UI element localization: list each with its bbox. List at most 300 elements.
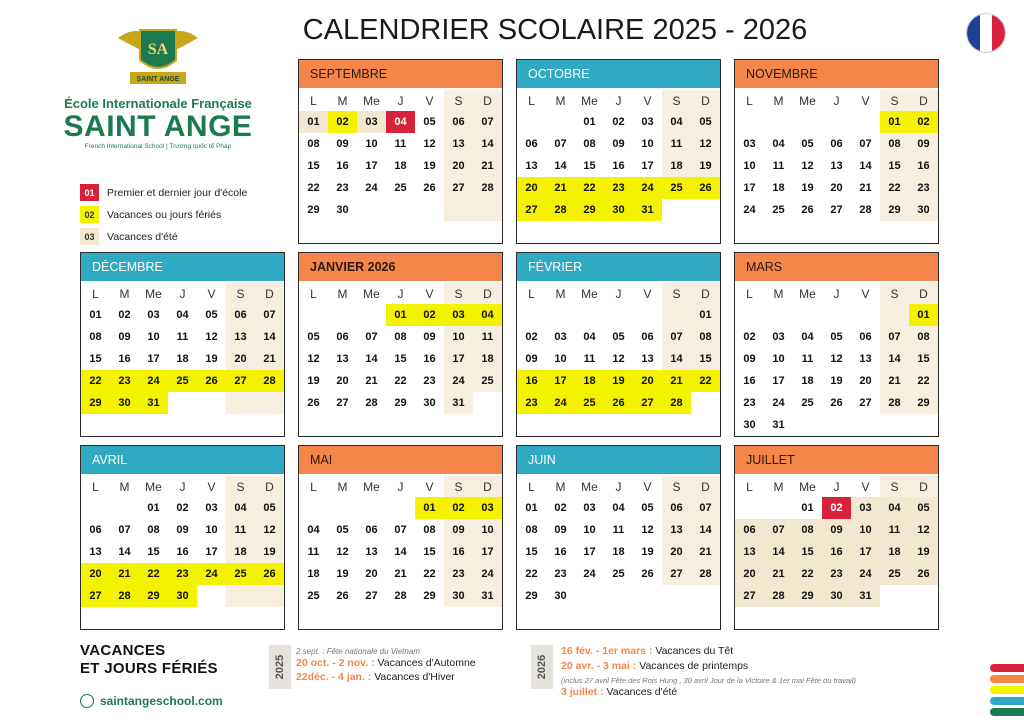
- empty-cell: [299, 497, 328, 519]
- day-cell: 03: [147, 309, 160, 321]
- day-cell: 25: [168, 370, 197, 392]
- day-cell: 04: [662, 111, 691, 133]
- empty-cell: [226, 392, 255, 414]
- weekday-label: Me: [799, 286, 816, 301]
- empty-cell: [691, 392, 720, 414]
- day-cell: 12: [612, 353, 625, 365]
- month-title: DÉCEMBRE: [81, 253, 284, 281]
- day-cell: 05: [336, 524, 349, 536]
- day-cell: 29: [793, 585, 822, 607]
- day-cell: 08: [793, 519, 822, 541]
- day-cell: 22: [909, 370, 938, 392]
- day-cell: 13: [226, 326, 255, 348]
- day-cell: 24: [546, 392, 575, 414]
- empty-cell: [546, 111, 575, 133]
- empty-cell: [81, 497, 110, 519]
- day-cell: 11: [583, 353, 596, 365]
- weekday-label: J: [833, 93, 840, 108]
- day-cell: 25: [612, 568, 625, 580]
- day-cell: 06: [89, 524, 102, 536]
- day-cell: 27: [226, 370, 255, 392]
- day-cell: 06: [525, 138, 538, 150]
- day-cell: 04: [772, 138, 785, 150]
- day-cell: 13: [444, 133, 473, 155]
- day-cell: 22: [307, 182, 320, 194]
- weekday-label: J: [615, 286, 622, 301]
- day-cell: 25: [226, 563, 255, 585]
- weekday-label: V: [207, 286, 216, 301]
- month-title: AVRIL: [81, 446, 284, 474]
- weekday-label: D: [909, 283, 938, 304]
- day-cell: 22: [81, 370, 110, 392]
- month-days: [735, 474, 938, 607]
- weekday-label: L: [310, 93, 317, 108]
- empty-cell: [662, 585, 691, 607]
- day-cell: 16: [336, 160, 349, 172]
- day-cell: 09: [336, 138, 349, 150]
- empty-cell: [735, 111, 764, 133]
- day-cell: 21: [764, 563, 793, 585]
- legend-swatch: 02: [80, 206, 99, 223]
- day-cell: 14: [662, 348, 691, 370]
- day-cell: 26: [423, 182, 436, 194]
- day-cell: 15: [583, 160, 596, 172]
- day-cell: 26: [255, 563, 284, 585]
- month-days: [299, 88, 502, 221]
- month-days: [735, 281, 938, 436]
- day-cell: 01: [89, 309, 102, 321]
- weekday-label: V: [207, 479, 216, 494]
- weekday-label: M: [119, 479, 130, 494]
- empty-cell: [357, 304, 386, 326]
- month-novembre: [734, 59, 939, 244]
- day-cell: 28: [255, 370, 284, 392]
- day-cell: 12: [909, 519, 938, 541]
- weekday-label: M: [119, 286, 130, 301]
- day-cell: 24: [772, 397, 785, 409]
- month-février: [516, 252, 721, 437]
- day-cell: 09: [909, 133, 938, 155]
- day-cell: 06: [859, 331, 872, 343]
- day-cell: 01: [386, 304, 415, 326]
- empty-cell: [880, 585, 909, 607]
- day-cell: 21: [662, 370, 691, 392]
- day-cell: 13: [89, 546, 102, 558]
- day-cell: 10: [743, 160, 756, 172]
- day-cell: 29: [525, 590, 538, 602]
- year-badge-2026: 2026: [531, 645, 553, 689]
- day-cell: 07: [880, 326, 909, 348]
- empty-cell: [386, 497, 415, 519]
- empty-cell: [662, 199, 691, 221]
- month-title: JANVIER 2026: [299, 253, 502, 281]
- day-cell: 09: [822, 519, 851, 541]
- legend-item: [80, 204, 247, 225]
- weekday-label: S: [226, 476, 255, 497]
- empty-cell: [793, 304, 822, 326]
- day-cell: 31: [851, 585, 880, 607]
- day-cell: 24: [139, 370, 168, 392]
- weekday-label: S: [880, 476, 909, 497]
- day-cell: 08: [691, 326, 720, 348]
- day-cell: 09: [423, 331, 436, 343]
- day-cell: 06: [641, 331, 654, 343]
- day-cell: 20: [633, 370, 662, 392]
- day-cell: 17: [473, 541, 502, 563]
- empty-cell: [764, 304, 793, 326]
- weekday-label: Me: [363, 479, 380, 494]
- day-cell: 22: [880, 177, 909, 199]
- page-title: CALENDRIER SCOLAIRE 2025 - 2026: [302, 14, 808, 46]
- day-cell: 01: [691, 304, 720, 326]
- day-cell: 16: [118, 353, 131, 365]
- empty-cell: [517, 111, 546, 133]
- day-cell: 06: [830, 138, 843, 150]
- weekday-label: D: [691, 283, 720, 304]
- weekday-label: J: [397, 479, 404, 494]
- month-days: [81, 281, 284, 414]
- day-cell: 14: [255, 326, 284, 348]
- weekday-label: D: [691, 476, 720, 497]
- day-cell: 15: [880, 155, 909, 177]
- empty-cell: [793, 414, 822, 436]
- weekday-label: D: [255, 476, 284, 497]
- month-janvier: [298, 252, 503, 437]
- day-cell: 01: [909, 304, 938, 326]
- day-cell: 26: [830, 397, 843, 409]
- weekday-label: V: [643, 93, 652, 108]
- day-cell: 11: [612, 524, 625, 536]
- day-cell: 29: [307, 204, 320, 216]
- month-title: JUILLET: [735, 446, 938, 474]
- day-cell: 02: [328, 111, 357, 133]
- day-cell: 30: [110, 392, 139, 414]
- day-cell: 05: [307, 331, 320, 343]
- day-cell: 26: [691, 177, 720, 199]
- empty-cell: [517, 304, 546, 326]
- day-cell: 02: [118, 309, 131, 321]
- day-cell: 29: [880, 199, 909, 221]
- day-cell: 07: [394, 524, 407, 536]
- day-cell: 13: [525, 160, 538, 172]
- day-cell: 14: [880, 348, 909, 370]
- weekday-label: Me: [145, 479, 162, 494]
- french-flag-icon[interactable]: [965, 12, 1007, 54]
- day-cell: 12: [307, 353, 320, 365]
- holiday-entry: 16 fév. - 1er mars : Vacances du Têt: [561, 645, 734, 657]
- day-cell: 23: [110, 370, 139, 392]
- month-title: FÉVRIER: [517, 253, 720, 281]
- day-cell: 13: [859, 353, 872, 365]
- day-cell: 14: [473, 133, 502, 155]
- day-cell: 19: [423, 160, 436, 172]
- day-cell: 05: [205, 309, 218, 321]
- day-cell: 16: [444, 541, 473, 563]
- day-cell: 23: [423, 375, 436, 387]
- weekday-label: M: [773, 286, 784, 301]
- day-cell: 07: [691, 497, 720, 519]
- day-cell: 11: [394, 138, 407, 150]
- day-cell: 21: [365, 375, 378, 387]
- day-cell: 01: [147, 502, 160, 514]
- weekday-label: V: [861, 479, 870, 494]
- day-cell: 18: [772, 182, 785, 194]
- day-cell: 07: [764, 519, 793, 541]
- day-cell: 12: [336, 546, 349, 558]
- day-cell: 12: [423, 138, 436, 150]
- day-cell: 23: [822, 563, 851, 585]
- empty-cell: [851, 111, 880, 133]
- empty-cell: [880, 414, 909, 436]
- holidays-title: VACANCES ET JOURS FÉRIÉS: [80, 642, 218, 677]
- weekday-label: S: [662, 90, 691, 111]
- weekday-label: D: [909, 90, 938, 111]
- day-cell: 26: [197, 370, 226, 392]
- day-cell: 28: [764, 585, 793, 607]
- empty-cell: [473, 392, 502, 414]
- day-cell: 24: [851, 563, 880, 585]
- day-cell: 14: [365, 353, 378, 365]
- day-cell: 31: [444, 392, 473, 414]
- legend-swatch: 01: [80, 184, 99, 201]
- day-cell: 11: [772, 160, 785, 172]
- weekday-label: L: [528, 93, 535, 108]
- empty-cell: [328, 497, 357, 519]
- day-cell: 16: [423, 353, 436, 365]
- weekday-label: L: [746, 479, 753, 494]
- day-cell: 08: [423, 524, 436, 536]
- holiday-entry: 3 juillet : Vacances d'été: [561, 686, 678, 698]
- day-cell: 15: [793, 541, 822, 563]
- empty-cell: [255, 392, 284, 414]
- day-cell: 10: [205, 524, 218, 536]
- day-cell: 27: [81, 585, 110, 607]
- day-cell: 27: [662, 563, 691, 585]
- day-cell: 24: [473, 563, 502, 585]
- day-cell: 24: [197, 563, 226, 585]
- day-cell: 15: [525, 546, 538, 558]
- day-cell: 11: [662, 133, 691, 155]
- day-cell: 27: [633, 392, 662, 414]
- day-cell: 01: [415, 497, 444, 519]
- empty-cell: [444, 199, 473, 221]
- day-cell: 10: [641, 138, 654, 150]
- weekday-label: S: [880, 90, 909, 111]
- day-cell: 19: [336, 568, 349, 580]
- legend-label: Premier et dernier jour d'école: [107, 186, 248, 199]
- day-cell: 12: [801, 160, 814, 172]
- day-cell: 11: [307, 546, 320, 558]
- day-cell: 16: [612, 160, 625, 172]
- day-cell: 29: [81, 392, 110, 414]
- weekday-label: D: [691, 90, 720, 111]
- day-cell: 11: [880, 519, 909, 541]
- empty-cell: [386, 199, 415, 221]
- day-cell: 25: [307, 590, 320, 602]
- day-cell: 31: [633, 199, 662, 221]
- weekday-label: S: [444, 476, 473, 497]
- day-cell: 07: [662, 326, 691, 348]
- day-cell: 15: [909, 348, 938, 370]
- day-cell: 01: [801, 502, 814, 514]
- day-cell: 14: [764, 541, 793, 563]
- day-cell: 05: [641, 502, 654, 514]
- day-cell: 06: [735, 519, 764, 541]
- day-cell: 25: [575, 392, 604, 414]
- day-cell: 21: [859, 182, 872, 194]
- month-days: [517, 474, 720, 607]
- day-cell: 17: [641, 160, 654, 172]
- month-days: [517, 281, 720, 414]
- weekday-label: M: [337, 479, 348, 494]
- day-cell: 05: [612, 331, 625, 343]
- day-cell: 27: [735, 585, 764, 607]
- day-cell: 05: [909, 497, 938, 519]
- weekday-label: M: [773, 93, 784, 108]
- day-cell: 02: [525, 331, 538, 343]
- day-cell: 14: [118, 546, 131, 558]
- weekday-label: D: [255, 283, 284, 304]
- day-cell: 01: [880, 111, 909, 133]
- day-cell: 17: [147, 353, 160, 365]
- day-cell: 20: [226, 348, 255, 370]
- day-cell: 20: [662, 541, 691, 563]
- day-cell: 08: [909, 326, 938, 348]
- day-cell: 25: [662, 177, 691, 199]
- day-cell: 15: [89, 353, 102, 365]
- month-décembre: [80, 252, 285, 437]
- day-cell: 31: [473, 585, 502, 607]
- day-cell: 28: [546, 199, 575, 221]
- empty-cell: [880, 304, 909, 326]
- empty-cell: [793, 111, 822, 133]
- website-link[interactable]: saintangeschool.com: [80, 694, 223, 708]
- day-cell: 02: [743, 331, 756, 343]
- day-cell: 03: [641, 116, 654, 128]
- weekday-label: S: [662, 476, 691, 497]
- day-cell: 13: [830, 160, 843, 172]
- day-cell: 08: [583, 138, 596, 150]
- empty-cell: [822, 304, 851, 326]
- day-cell: 18: [662, 155, 691, 177]
- month-days: [299, 281, 502, 414]
- day-cell: 11: [473, 326, 502, 348]
- day-cell: 24: [743, 204, 756, 216]
- day-cell: 09: [525, 353, 538, 365]
- weekday-label: V: [861, 286, 870, 301]
- day-cell: 16: [822, 541, 851, 563]
- day-cell: 19: [801, 182, 814, 194]
- day-cell: 26: [604, 392, 633, 414]
- day-cell: 10: [147, 331, 160, 343]
- day-cell: 14: [691, 519, 720, 541]
- day-cell: 19: [909, 541, 938, 563]
- day-cell: 01: [525, 502, 538, 514]
- day-cell: 26: [307, 397, 320, 409]
- day-cell: 19: [255, 541, 284, 563]
- day-cell: 07: [554, 138, 567, 150]
- day-cell: 02: [909, 111, 938, 133]
- day-cell: 23: [168, 563, 197, 585]
- day-cell: 24: [583, 568, 596, 580]
- day-cell: 29: [423, 590, 436, 602]
- day-cell: 04: [880, 497, 909, 519]
- month-title: MARS: [735, 253, 938, 281]
- weekday-label: J: [179, 479, 186, 494]
- day-cell: 18: [880, 541, 909, 563]
- day-cell: 04: [583, 331, 596, 343]
- day-cell: 15: [423, 546, 436, 558]
- weekday-label: J: [397, 93, 404, 108]
- weekday-label: Me: [799, 93, 816, 108]
- day-cell: 23: [554, 568, 567, 580]
- day-cell: 14: [859, 160, 872, 172]
- day-cell: 25: [473, 370, 502, 392]
- day-cell: 07: [118, 524, 131, 536]
- day-cell: 04: [801, 331, 814, 343]
- weekday-label: S: [662, 283, 691, 304]
- month-octobre: [516, 59, 721, 244]
- day-cell: 16: [517, 370, 546, 392]
- day-cell: 03: [583, 502, 596, 514]
- day-cell: 07: [473, 111, 502, 133]
- day-cell: 27: [517, 199, 546, 221]
- day-cell: 13: [662, 519, 691, 541]
- day-cell: 04: [307, 524, 320, 536]
- day-cell: 25: [394, 182, 407, 194]
- day-cell: 03: [444, 304, 473, 326]
- day-cell: 15: [147, 546, 160, 558]
- weekday-label: L: [528, 479, 535, 494]
- day-cell: 27: [444, 177, 473, 199]
- weekday-label: V: [425, 286, 434, 301]
- day-cell: 11: [226, 519, 255, 541]
- day-cell: 27: [859, 397, 872, 409]
- weekday-label: L: [92, 479, 99, 494]
- day-cell: 18: [226, 541, 255, 563]
- empty-cell: [735, 304, 764, 326]
- month-mai: [298, 445, 503, 630]
- empty-cell: [662, 304, 691, 326]
- day-cell: 18: [394, 160, 407, 172]
- day-cell: 10: [554, 353, 567, 365]
- month-juin: [516, 445, 721, 630]
- day-cell: 18: [612, 546, 625, 558]
- empty-cell: [822, 111, 851, 133]
- weekday-label: M: [555, 93, 566, 108]
- empty-cell: [909, 585, 938, 607]
- day-cell: 24: [365, 182, 378, 194]
- year-badge-2025: 2025: [269, 645, 291, 689]
- school-name: SAINT ANGE: [63, 110, 253, 143]
- day-cell: 09: [176, 524, 189, 536]
- month-days: [81, 474, 284, 607]
- empty-cell: [226, 585, 255, 607]
- day-cell: 13: [735, 541, 764, 563]
- day-cell: 20: [444, 155, 473, 177]
- weekday-label: S: [226, 283, 255, 304]
- day-cell: 16: [176, 546, 189, 558]
- day-cell: 23: [444, 563, 473, 585]
- empty-cell: [633, 304, 662, 326]
- day-cell: 21: [110, 563, 139, 585]
- day-cell: 31: [139, 392, 168, 414]
- day-cell: 15: [394, 353, 407, 365]
- day-cell: 17: [444, 348, 473, 370]
- weekday-label: J: [833, 286, 840, 301]
- empty-cell: [255, 585, 284, 607]
- day-cell: 12: [255, 519, 284, 541]
